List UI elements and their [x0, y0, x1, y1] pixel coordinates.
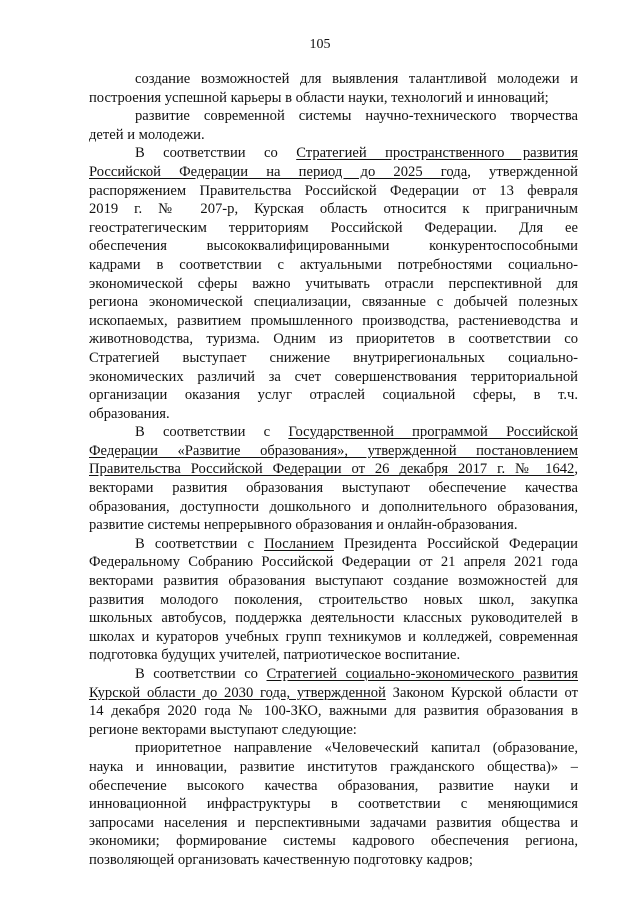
text-segment: В соответствии с: [135, 535, 265, 552]
text-line: позволяющей организовать качественную подготовку кадров;: [89, 851, 473, 868]
text-segment: В соответствии со: [135, 666, 267, 682]
text-line: [89, 442, 578, 461]
text-line: [89, 163, 578, 182]
text-line: обеспечение высокого качества образования, развитие науки и: [89, 777, 578, 794]
text-line: развития молодого поколения, строительство новых школ, закупка: [89, 591, 578, 608]
text-line: [89, 144, 578, 163]
text-line: 14 декабря 2020 года № 100-ЗКО, важными для развития образования в: [89, 703, 578, 720]
text-line: региона экономической специализации, связанные с добычей полезных: [89, 294, 578, 311]
text-line: школьных автобусов, поддержка деятельности классных руководителей в: [89, 610, 578, 627]
text-line: школах и кураторов учебных групп техникумов и колледжей, современная: [89, 628, 578, 645]
text-line: геостратегическим территориям Российской Федерации. Для ее: [89, 219, 578, 236]
text-line: развитие современной системы научно-технического творчества: [135, 108, 578, 125]
document-reference-link: Правительства Российской Федерации от 26 декабря 2017 г. № 1642: [89, 461, 575, 478]
document-body: [89, 70, 578, 870]
text-line: распоряжением Правительства Российской Федерации от 13 февраля: [89, 182, 578, 199]
document-reference-link: Курской области до 2030 года, утвержденной: [89, 684, 386, 701]
text-line: образования.: [89, 405, 170, 422]
text-line: развитие системы непрерывного образования и онлайн-образования.: [89, 517, 518, 534]
text-segment: ,: [574, 461, 578, 478]
text-line: регионе векторами выступают следующие:: [89, 721, 357, 738]
text-segment: Президента Российской Федерации: [333, 535, 578, 552]
text-line: векторами развития образования выступают создание возможностей для: [89, 573, 578, 590]
document-reference-link: Государственной программой Российской: [288, 424, 578, 441]
text-line: [89, 535, 578, 554]
document-reference-link: Федерации «Развитие образования», утвержденной постановлением: [89, 442, 578, 459]
text-segment: В соответствии с: [135, 424, 289, 441]
text-line: образования, доступности дошкольного и дополнительного образования,: [89, 498, 578, 515]
text-line: векторами развития образования выступают обеспечение качества: [89, 480, 578, 497]
text-line: обеспечения высококвалифицированными конкурентоспособными: [89, 238, 578, 255]
text-line: запросами населения и перспективными задачами развития общества и: [89, 814, 578, 831]
text-line: [89, 665, 578, 684]
text-segment: В соответствии со: [135, 145, 297, 162]
document-reference-link: Стратегией пространственного развития: [296, 145, 578, 162]
document-reference-link: Посланием: [264, 535, 334, 552]
text-line: [89, 684, 578, 703]
text-line: приоритетное направление «Человеческий капитал (образование,: [135, 740, 578, 757]
text-line: 2019 г. № 207-р, Курская область относится к приграничным: [89, 201, 578, 218]
text-line: создание возможностей для выявления талантливой молодежи и: [135, 71, 578, 87]
text-line: [89, 423, 578, 442]
text-line: построения успешной карьеры в области науки, технологий и инноваций;: [89, 89, 549, 106]
text-segment: , утвержденной: [467, 163, 578, 180]
text-line: экономики; формирование системы кадрового обеспечения региона,: [89, 833, 578, 850]
text-line: наука и инновации, развитие институтов гражданского общества)» –: [89, 758, 578, 775]
text-line: организации оказания услуг отраслей социальной сферы, в т.ч.: [89, 387, 578, 404]
document-reference-link: Стратегией социально-экономического развития: [266, 666, 578, 682]
text-line: Федеральному Собранию Российской Федерации от 21 апреля 2021 года: [89, 554, 578, 571]
text-line: экономических различий за счет совершенствования территориальной: [89, 368, 578, 385]
text-line: кадрами в соответствии с актуальными потребностями социально-: [89, 256, 578, 273]
page-number: 105: [309, 37, 331, 52]
text-line: Стратегией выступает снижение внутрирегиональных социально-: [89, 349, 578, 366]
text-line: инновационной инфраструктуры в соответствии с меняющимися: [89, 796, 578, 813]
text-line: детей и молодежи.: [89, 126, 205, 143]
text-line: животноводства, туризма. Одним из приоритетов в соответствии со: [89, 331, 578, 348]
document-reference-link: Российской Федерации на период до 2025 года: [89, 163, 468, 180]
text-line: экономической сферы важно учитывать отрасли перспективной для: [89, 275, 578, 292]
text-line: [89, 460, 578, 479]
text-line: подготовка будущих учителей, патриотическое воспитание.: [89, 647, 461, 664]
text-segment: Законом Курской области от: [385, 684, 578, 701]
text-line: ископаемых, развитием промышленного производства, растениеводства и: [89, 312, 578, 329]
